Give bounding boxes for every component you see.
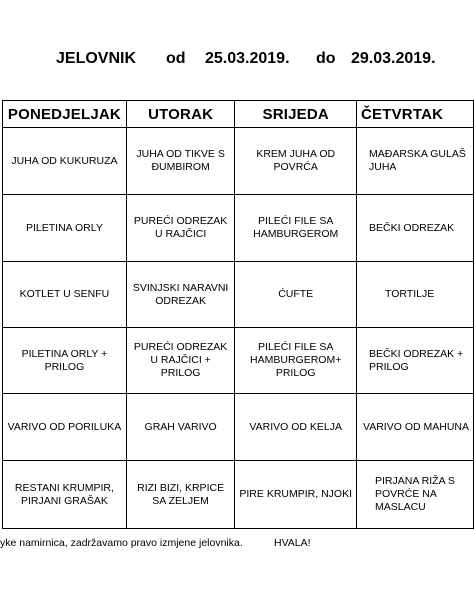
menu-cell: VARIVO OD PORILUKA [3,394,127,461]
menu-cell: JUHA OD KUKURUZA [3,128,127,195]
menu-cell: ĆUFTE [235,262,357,328]
title-from-word: od [166,50,186,67]
menu-cell: PILEĆI FILE SA HAMBURGEROM [235,195,357,262]
menu-cell: BEČKI ODREZAK + PRILOG [357,328,474,394]
title-to-date: 29.03.2019. [351,50,436,67]
day-header-tuesday: UTORAK [126,101,235,128]
menu-cell: PIRE KRUMPIR, NJOKI [235,461,357,529]
menu-cell: PIRJANA RIŽA S POVRĆE NA MASLACU [357,461,474,529]
menu-cell: KOTLET U SENFU [3,262,127,328]
day-header-monday: PONEDJELJAK [3,101,127,128]
table-row [3,195,474,262]
menu-cell: BEČKI ODREZAK [357,195,474,262]
menu-cell: VARIVO OD MAHUNA [357,394,474,461]
table-row [3,262,474,328]
table-row [3,328,474,394]
day-header-thursday: ČETVRTAK [357,101,474,128]
menu-cell: PILEĆI FILE SA HAMBURGEROM+ PRILOG [235,328,357,394]
menu-cell: VARIVO OD KELJA [235,394,357,461]
day-header-wednesday: SRIJEDA [235,101,357,128]
menu-title [0,50,474,72]
menu-cell: PILETINA ORLY [3,195,127,262]
menu-cell: JUHA OD TIKVE S ĐUMBIROM [126,128,235,195]
menu-cell: PILETINA ORLY + PRILOG [3,328,127,394]
menu-cell: PUREĆI ODREZAK U RAJČICI + PRILOG [126,328,235,394]
table-row [3,461,474,529]
menu-cell: SVINJSKI NARAVNI ODREZAK [126,262,235,328]
menu-cell: GRAH VARIVO [126,394,235,461]
footer-note [0,537,474,551]
menu-cell: RIZI BIZI, KRPICE SA ZELJEM [126,461,235,529]
menu-header-row [3,101,474,128]
footer-thanks: HVALA! [274,537,311,549]
title-to-word: do [316,50,336,67]
table-row [3,128,474,195]
menu-table [2,100,474,529]
table-row [3,394,474,461]
menu-cell: PUREĆI ODREZAK U RAJČICI [126,195,235,262]
menu-cell: RESTANI KRUMPIR, PIRJANI GRAŠAK [3,461,127,529]
footer-notice: yke namirnica, zadržavamo pravo izmjene jelovnika. [0,537,243,549]
menu-cell: TORTILJE [357,262,474,328]
menu-cell: KREM JUHA OD POVRĆA [235,128,357,195]
menu-cell: MAĐARSKA GULAŠ JUHA [357,128,474,195]
title-from-date: 25.03.2019. [205,50,290,67]
title-label: JELOVNIK [56,50,137,67]
